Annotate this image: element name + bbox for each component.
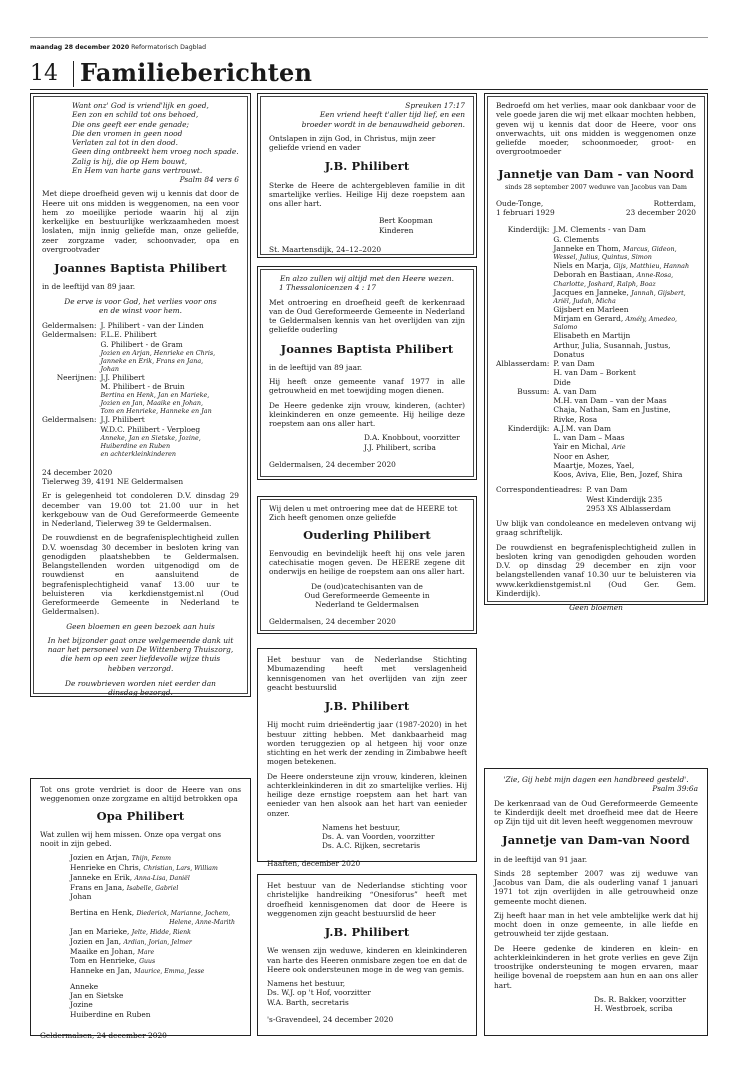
place-date: St. Maartensdijk, 24–12–2020 <box>269 244 382 254</box>
quote-line: De erve is voor God, het verlies voor ons <box>64 296 217 306</box>
grandchild-name: Huiberdine en Ruben <box>70 1009 151 1019</box>
thanks-line: In het bijzonder gaat onze welgemeende dank uit <box>47 635 234 645</box>
couple-name: Janneke en Erik, <box>70 872 133 882</box>
grandchildren-line: Janneke en Erik, Frans en Jana, <box>100 356 204 365</box>
family-name: W.D.C. Philibert - Verploeg <box>100 424 201 434</box>
intro-text: Met ontroering en droefheid geeft de kerkenraad van de Oud Gereformeerde Gemeente in Nederland te Geldermalsen kennis van het overlijden van zijn geliefde ouderling <box>269 297 465 335</box>
children-names: Donatus <box>553 349 585 359</box>
children-names: Gijs, Matthieu, Hannah <box>613 262 690 271</box>
family-name: L. van Dam – Maas <box>553 433 625 443</box>
cards-line: De rouwbrieven worden niet eerder dan <box>65 678 216 688</box>
children-names: Ariël, Judah, Micha <box>553 296 616 305</box>
widow-note: sinds 28 september 2007 weduwe van Jacobus van Dam <box>504 182 687 191</box>
children-names: Diederick, Marianne, Jochem, <box>136 909 231 917</box>
place-date: Haaften, december 2020 <box>267 858 361 868</box>
couple-name: Yair en Michal, <box>553 442 610 452</box>
death-date: 23 december 2020 <box>625 208 696 218</box>
verse-line: Psalm 39:6a <box>652 784 698 794</box>
home-address: Tielerweg 39, 4191 NE Geldermalsen <box>42 477 184 487</box>
family-name: F.L.E. Philibert <box>100 330 157 340</box>
grandchildren-line: Johan <box>100 364 119 373</box>
age-text: in de leeftijd van 89 jaar. <box>42 282 136 292</box>
family-list <box>42 321 239 458</box>
children-names: Wessel, Julius, Quintus, Simon <box>553 253 652 262</box>
body-text: De Heere gedenke zijn vrouw, kinderen, (achter) kleinkinderen en onze gemeente. Hij heilige deze roepstem aan ons aller hart. <box>269 400 465 429</box>
section-title: Familieberichten <box>80 58 313 87</box>
family-name: A. van Dam <box>553 386 597 396</box>
verse-line: Geen ding ontbreekt hem vroeg noch spade. <box>72 147 239 157</box>
birth-info <box>496 199 555 218</box>
body-text: Hij heeft onze gemeente vanaf 1977 in alle getrouwheid en met toewijding mogen dienen. <box>269 377 465 396</box>
family-name: J. Philibert - van der Linden <box>100 321 204 331</box>
body-text: Wat zullen wij hem missen. Onze opa vergat ons nooit in zijn gebed. <box>40 829 222 849</box>
opening-verse <box>72 101 239 175</box>
verse-line: Die den vromen in geen nood <box>72 128 183 138</box>
signature <box>594 995 698 1014</box>
grandchildren-group <box>70 853 241 901</box>
family-group <box>553 225 696 359</box>
family-group <box>553 359 696 387</box>
verse-line: Een vriend heeft t'aller tijd lief, en een <box>319 110 465 120</box>
age-text: in de leeftijd van 91 jaar. <box>494 854 588 864</box>
couple-name: Jozien en Arjan, <box>70 853 130 863</box>
family-place: Bussum: <box>517 386 550 396</box>
grandchildren-line: Huiberdine en Ruben <box>100 441 171 450</box>
intro-text: Ontslapen in zijn God, in Christus, mijn zeer geliefde vriend en vader <box>269 133 436 152</box>
announcement-church-council <box>257 266 477 480</box>
children-names: Jannah, Gijsbert, <box>631 288 686 297</box>
thanks-line: hebben verzorgd. <box>107 663 174 673</box>
family-name: A.J.M. van Dam <box>553 423 612 433</box>
family-name: P. van Dam <box>553 359 595 369</box>
deceased-name: Ouderling Philibert <box>303 527 431 542</box>
verse-line: Die ons geeft eer ende genade; <box>72 119 189 129</box>
children-names: Arthur, Julia, Susannah, Justus, <box>553 340 671 350</box>
death-place: Rotterdam, <box>653 198 696 208</box>
signature-line: Oud Gereformeerde Gemeente in <box>304 590 430 600</box>
children-names: Rivke, Rosa <box>553 414 598 424</box>
verse-line: broeder wordt in de benauwdheid geboren. <box>301 119 465 129</box>
signature-line: D.A. Knobbout, voorzitter <box>364 433 460 443</box>
body-text: De Heere gedenke de kinderen en klein- en achterkleinkinderen in het grote verlies en geve Zijn troostrijke ondersteuning te mogen ervaren, maar heilige bovenal de roepstem aan hun en aan ons aller hart. <box>494 943 698 990</box>
children-names: Mare <box>137 948 155 956</box>
deceased-name: Joannes Baptista Philibert <box>280 341 454 356</box>
children-names: Anne-Rosa, <box>636 271 674 280</box>
family-group <box>553 424 696 480</box>
family-place: Kinderdijk: <box>507 423 550 433</box>
intro-text: Wij delen u met ontroering mee dat de HEERE tot Zich heeft genomen onze geliefde <box>269 504 458 523</box>
signature-line: Namens het bestuur, <box>267 979 346 989</box>
page-number: 14 <box>30 61 58 86</box>
no-flowers-note: Geen bloemen en geen bezoek aan huis <box>66 621 215 631</box>
family-name: M. Philibert - de Bruin <box>100 382 185 392</box>
signature-line: Nederland te Geldermalsen <box>315 600 419 610</box>
grandchildren-line: Jozien en Arjan, Henrieke en Chris, <box>100 348 216 357</box>
grandchild-name: Jan en Sietske <box>70 991 124 1001</box>
couple-name: Deborah en Bastiaan, <box>553 270 635 280</box>
verse-line: En alzo zullen wij altijd met den Heere wezen. <box>279 274 455 283</box>
announcement-mbuma-foundation <box>257 648 477 868</box>
family-place: Neerijnen: <box>56 372 97 382</box>
announcement-philibert-family <box>30 93 251 697</box>
children-names: Amély, Amedeo, <box>625 315 678 324</box>
couple-name: Niels en Marja, <box>553 261 612 271</box>
couple-name: Frans en Jana, <box>70 882 125 892</box>
condolence-info: Er is gelegenheid tot condoleren D.V. dinsdag 29 december van 19.00 tot 21.00 uur in het kerkgebouw van de Oud Gereformeerde Gemeente in Nederland, Tielerweg 39 te Geldermalsen. <box>42 491 239 529</box>
deceased-name: J.B. Philibert <box>324 699 410 713</box>
masthead <box>30 44 206 52</box>
correspondence-label: Correspondentieadres: <box>496 485 583 495</box>
quote <box>42 297 239 316</box>
opening-verse <box>269 101 465 129</box>
body-text: Zij heeft haar man in het vele ambtelijke werk dat hij mocht doen in onze gemeente, in alle liefde en getrouwheid ter zijde gestaan. <box>494 910 698 939</box>
announcement-grandchildren <box>30 778 251 1040</box>
grandchild-name: Jozine <box>70 1000 93 1010</box>
announcement-catechisants <box>257 496 477 634</box>
family-name: J.J. Philibert <box>100 415 145 425</box>
cards-note <box>42 679 239 698</box>
deceased-name: J.B. Philibert <box>324 925 410 939</box>
couple-name: Noor en Asher, <box>553 451 610 461</box>
family-name: H. van Dam – Borkent <box>553 368 636 378</box>
deceased-name: Jannetje van Dam-van Noord <box>502 833 690 848</box>
children-names: Dide <box>553 377 571 387</box>
masthead-paper: Reformatorisch Dagblad <box>131 44 207 51</box>
family-name: J.M. Clements - van Dam <box>553 225 646 235</box>
signature-line: Bert Koopman <box>379 216 433 226</box>
children-names: Koos, Aviva, Elie, Ben, Jozef, Shira <box>553 470 683 480</box>
body-text: Eenvoudig en bevindelijk heeft hij ons vele jaren catechisatie mogen geven. De HEERE zegene dit onderwijs en heilige de roepstem aan ons aller hart. <box>269 548 465 577</box>
couple-name: Johan <box>70 892 92 902</box>
funeral-info: De rouwdienst en de begrafenisplechtigheid zullen D.V. woensdag 30 december in besloten kring van genodigden plaatshebben te Geldermalsen. Belangstellenden worden uitgenodigd om de rouwdienst en aansluitend de begrafenisplechtigheid vanaf 13.00 uur te beluisteren via kerkdienstgemist.nl (Oud Gereformeerde Gemeente in Nederland te Geldermalsen). <box>42 533 239 617</box>
signature <box>269 582 465 610</box>
opening-verse <box>494 775 698 794</box>
place-date: Geldermalsen, 24 december 2020 <box>269 617 396 627</box>
children-names: Thijn, Femm <box>131 855 171 863</box>
deceased-name: Joannes Baptista Philibert <box>54 261 227 275</box>
grandchildren-list <box>70 853 241 1019</box>
correspondence-lines <box>586 485 696 513</box>
family-list <box>496 225 696 479</box>
signature-line: Ds. R. Bakker, voorzitter <box>594 994 686 1004</box>
header-rule <box>30 89 708 90</box>
thanks-line: naar het personeel van De Wittenberg Thuiszorg, <box>47 645 234 655</box>
signature-line: Ds. A.C. Rijken, secretaris <box>322 841 421 851</box>
couple-name: Jan en Marieke, <box>70 927 130 937</box>
family-place: Geldermalsen: <box>42 330 97 340</box>
verse-line: Want onz' God is vriend'lijk en goed, <box>72 101 209 110</box>
grandchildren-line: Jozien en Jan, Maaike en Johan, <box>100 399 204 408</box>
couple-name: Henrieke en Chris, <box>70 863 141 873</box>
children-names: Anna-Lisa, Daniël <box>134 874 190 882</box>
verse-line: Een zon en schild tot ons behoed, <box>72 110 199 120</box>
intro-text: Bedroefd om het verlies, maar ook dankbaar voor de vele goede jaren die wij met elkaar mochten hebben, geven wij u kennis dat door de Heere, voor ons onverwachts, uit ons midden is weggenomen onze geliefde moeder, schoonmoeder, groot- en overgrootmoeder <box>496 101 696 157</box>
couple-name: Janneke en Thom, <box>553 243 621 253</box>
family-place: Kinderdijk: <box>507 225 550 235</box>
couple-name: Hanneke en Jan, <box>70 966 132 976</box>
family-name: G. Clements <box>553 234 599 244</box>
couple-name: Jacques en Janneke, <box>553 287 629 297</box>
children-names: Ardian, Jorian, Jelmer <box>123 938 192 946</box>
body-text: De Heere ondersteune zijn vrouw, kinderen, kleinen achterkleinkinderen in dit zo smartelijke verlies. Hij heilige deze ernstige roepstem aan het hart van eenieder van hen alsook aan het hart van eenieder onzer. <box>267 771 467 818</box>
family-name: G. Philibert - de Gram <box>100 339 183 349</box>
thanks-note <box>42 636 239 673</box>
grandchildren-group <box>70 908 241 976</box>
family-group <box>100 415 239 458</box>
family-name: M.H. van Dam – van der Maas <box>553 396 667 406</box>
opening-verse <box>269 274 465 293</box>
children-names: Christian, Lars, William <box>143 865 218 873</box>
verse-line: 1 Thessalonicenzen 4 : 17 <box>279 283 376 293</box>
place-date: Geldermalsen, 24 december 2020 <box>269 459 396 469</box>
verse-line: Zalig is hij, die op Hem bouwt, <box>72 156 188 166</box>
signature <box>379 216 465 235</box>
no-flowers-note: Geen bloemen <box>569 603 623 613</box>
children-names: Jelte, Hidde, Rienk <box>131 929 191 937</box>
children-names: Salomo <box>553 323 578 332</box>
verse-reference: Psalm 84 vers 6 <box>179 175 239 184</box>
couple-name: Tom en Henrieke, <box>70 956 137 966</box>
grandchildren-line: Bertina en Henk, Jan en Marieke, <box>100 391 210 400</box>
cards-line: dinsdag bezorgd. <box>108 688 173 698</box>
grandchildren-line: Anneke, Jan en Sietske, Jozine, <box>100 433 201 442</box>
signature-line: Namens het bestuur, <box>322 822 401 832</box>
place-date: 's-Gravendeel, 24 december 2020 <box>267 1014 394 1024</box>
couple-name: Mirjam en Gerard, <box>553 314 624 324</box>
grandchildren-group <box>70 982 241 1019</box>
birth-place: Oude-Tonge, <box>496 198 544 208</box>
couple-name: Bertina en Henk, <box>70 907 135 917</box>
intro-text: Het bestuur van de Nederlandse stichting voor christelijke handreiking “Onesiforus” heeft met droefheid kennisgenomen dat door de Heere is weggenomen zijn geacht bestuurslid de heer <box>267 881 467 918</box>
children-names: Isabelle, Gabriel <box>126 884 179 892</box>
verse-line: 'Zie, Gij hebt mijn dagen een handbreed gesteld'. <box>503 775 689 784</box>
body-text: Hij mocht ruim drieëndertig jaar (1987-2020) in het bestuur zitting hebben. Met dankbaarheid mag worden teruggezien op al hetgeen hij voor onze stichting en het werk der zending in Zimbabwe heeft mogen betekenen. <box>267 720 467 767</box>
masthead-date: maandag 28 december 2020 <box>30 44 130 51</box>
thanks-line: die hem op een zeer liefdevolle wijze thuis <box>60 654 221 664</box>
signature <box>364 433 465 452</box>
family-name: J.J. Philibert <box>100 372 145 382</box>
children-names: Chaja, Nathan, Sam en Justine, <box>553 405 671 415</box>
family-place: Alblasserdam: <box>496 359 550 369</box>
family-group <box>100 373 239 416</box>
death-info <box>626 199 696 218</box>
signature-line: H. Westbroek, scriba <box>594 1004 673 1014</box>
children-names: Maurice, Emma, Jesse <box>134 968 205 976</box>
address-line: 2953 XS Alblasserdam <box>586 503 671 513</box>
age-text: in de leeftijd van 89 jaar. <box>269 362 363 372</box>
top-rule <box>30 37 708 38</box>
children-names: Helene, Anne-Marith <box>169 919 235 927</box>
verse-line: Verlaten zal tot in den dood. <box>72 138 178 147</box>
family-place: Geldermalsen: <box>42 321 97 331</box>
birth-date: 1 februari 1929 <box>496 208 555 218</box>
intro-text: De kerkenraad van de Oud Gereformeerde Gemeente te Kinderdijk deelt met droefheid mee dat de Heere op Zijn tijd uit dit leven heeft weggenomen mevrouw <box>494 798 698 826</box>
intro-text: Met diepe droefheid geven wij u kennis dat door de Heere uit ons midden is weggenomen, na een voor hem zo moeilijke periode waarin hij al zijn kerkelijke en bestuurlijke werkzaamheden moest loslaten, mijn innig geliefde man, onze geliefde, zeer zorgzame vader, schoonvader, opa en overgrootvader <box>42 189 239 254</box>
grandchild-name: Anneke <box>70 981 99 991</box>
couple-name: Gijsbert en Marleen <box>553 304 629 314</box>
date-line: 24 december 2020 <box>42 467 113 477</box>
deceased-name: Opa Philibert <box>96 808 185 823</box>
children-names: Maartje, Mozes, Yael, <box>553 460 635 470</box>
address-line: P. van Dam <box>586 485 628 495</box>
intro-text: Tot ons grote verdriet is door de Heere van ons weggenomen onze zorgzame en altijd betrokken opa <box>40 785 241 804</box>
deceased-name: Jannetje van Dam - van Noord <box>498 166 694 181</box>
body-text: We wensen zijn weduwe, kinderen en kleinkinderen van harte des Heeren onmisbare zegen toe en dat de Heere ook ondersteunen moge in de weg van gemis. <box>267 946 467 974</box>
couple-name: Jozien en Jan, <box>70 936 122 946</box>
verse-line: Spreuken 17:17 <box>405 101 465 110</box>
signature-line: Kinderen <box>379 225 414 235</box>
place-date: Geldermalsen, 24 december 2020 <box>40 1030 167 1040</box>
page-number-divider <box>73 61 74 87</box>
signature-line: J.J. Philibert, scriba <box>364 442 436 452</box>
deceased-name: J.B. Philibert <box>324 159 410 174</box>
couple-name: Maaike en Johan, <box>70 946 136 956</box>
children-names: Marcus, Gideon, <box>623 244 677 253</box>
signature-line: Ds. W.J. op 't Hof, voorzitter <box>267 988 371 998</box>
birth-death-row <box>496 199 696 218</box>
signature-line: De (oud)catechisanten van de <box>311 581 423 591</box>
correspondence-address <box>496 485 696 513</box>
verse-line: En Hem van harte gans vertrouwt. <box>72 165 203 175</box>
signature-line: W.A. Barth, secretaris <box>267 997 349 1007</box>
signature <box>267 979 467 1007</box>
funeral-info: De rouwdienst en begrafenisplechtigheid zullen in besloten kring van genodigden gehouden worden D.V. op dinsdag 29 december en zijn voor belangstellenden vanaf 10.30 uur te beluisteren via www.kerkdienstgemist.nl (Oud Ger. Gem. Kinderdijk). <box>496 542 696 598</box>
family-group <box>100 330 239 373</box>
announcement-onesiforus <box>257 874 477 1036</box>
couple-name: Elisabeth en Martijn <box>553 331 631 341</box>
signature <box>322 823 467 851</box>
intro-text: Het bestuur van de Nederlandse Stichting Mbumazending heeft met verslagenheid kennisgenomen van het overlijden van zijn zeer geacht bestuurslid <box>267 655 467 692</box>
children-names: Arie <box>612 443 626 452</box>
family-place: Geldermalsen: <box>42 415 97 425</box>
grandchildren-line: en achterkleinkinderen <box>100 449 177 458</box>
children-names: Charlotte, Joshard, Ralph, Boaz <box>553 279 656 288</box>
children-names: Guus <box>139 958 156 966</box>
condolence-info: Uw blijk van condoleance en medeleven ontvang wij graag schriftelijk. <box>496 519 696 538</box>
quote-line: en de winst voor hem. <box>99 305 182 315</box>
family-group <box>553 387 696 424</box>
address-line: West Kinderdijk 235 <box>586 494 663 504</box>
body-text: Sterke de Heere de achtergebleven familie in dit smartelijke verlies. Heilige Hij deze roepstem aan ons aller hart. <box>269 180 465 209</box>
signature-line: Ds. A. van Voorden, voorzitter <box>322 832 435 842</box>
grandchildren-line: Tom en Henrieke, Hanneke en Jan <box>100 407 212 416</box>
body-text: Sinds 28 september 2007 was zij weduwe van Jacobus van Dam, die als ouderling vanaf 1 januari 1971 tot zijn overlijden in alle getrouwheid onze gemeente mocht dienen. <box>494 868 698 906</box>
announcement-friend <box>257 93 477 258</box>
announcement-van-dam-family <box>484 93 708 613</box>
announcement-kinderdijk-council <box>484 768 708 1036</box>
